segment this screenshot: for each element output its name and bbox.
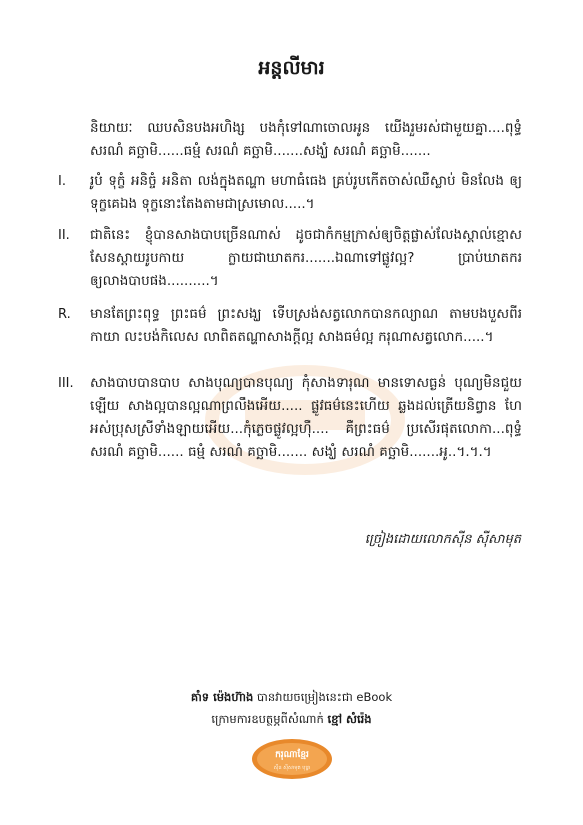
intro-paragraph: និយាយៈ ឈបសិនបងអហិង្ស បងកុំទៅណាចោលអូន យើងរួមរស់ជាមួយគ្នា....ពុទ្ធំ សរណំ គច្ឆាមិ......ធម្មំ សរណំ គច្ឆាមិ.......សង្ឃំ សរណំ គច្ឆាមិ.......: [90, 120, 522, 159]
verse-marker: III.: [58, 376, 74, 391]
verse-marker: I.: [58, 174, 66, 189]
ebook-credit: [0, 686, 583, 730]
verse-item: [58, 170, 522, 216]
logo-subtitle: ស៊ីន ស៊ីសាមុត បុប្ផា: [273, 765, 311, 771]
sponsor-name: ខ្មៅ សំរ៉េង: [327, 712, 372, 726]
verse-text: សាងបាបបានបាប សាងបុណ្យបានបុណ្យ កុំសាងទារុណ មានទោសធ្ងន់ បុណ្យមិនជួយឡើយ សាងល្អបានល្អណាព្រលឹងអើយ..... ផ្លូវធម៌នេះហើយ ឆ្លងដល់ត្រើយនិព្វាន ហែអស់ប្រុសស្រីទាំងឡាយអើយ...កុំភ្លេចផ្លូវល្អហ៊ឺ.... គឺព្រះធម៌ ប្រសើរផុតលោកា...ពុទ្ធំ សរណំ គច្ឆាមិ...... ធម្មំ សរណំ គច្ឆាមិ....... សង្ឃំ សរណំ គច្ឆាមិ.......អូ..។.។.។: [90, 375, 522, 460]
verse-item: [58, 224, 522, 293]
verse-marker: II.: [58, 228, 70, 243]
verse-text: ជាតិនេះ ខ្ញុំបានសាងបាបច្រើនណាស់ ដូចជាកំកម្មក្រាស់ឲ្យចិត្តផ្លាស់លែងស្គាល់ខ្មោស សែនស្ដាយរូបកាយ ក្លាយជាឃាតករ.......ឯណាទៅផ្លូវល្អ? ប្រាប់ឃាតករឲ្យលាងបាបផង..........។: [90, 227, 522, 289]
karuna-khmer-logo: [251, 738, 333, 780]
typist-note: បានវាយចម្រៀងនេះជា eBook: [253, 690, 393, 704]
verse-item: [58, 372, 522, 464]
page-title: អន្តលីមារ: [258, 57, 325, 79]
verse-marker: R.: [58, 307, 71, 322]
singer-credit: ច្រៀងដោយលោកស៊ីន ស៊ីសាមុត: [364, 532, 521, 547]
logo-title: ករុណាខ្មែរ: [275, 750, 309, 760]
verse-text: រូបំ ទុក្ខំ អនិច្ចំ អនិតា លង់ក្នុងតណ្ហា មហាធំធេង គ្រប់រូបកើតចាស់ឈឺស្លាប់ មិនលែង ឲ្យទុក្ខគេឯង ទុក្ខនោះតែងតាមជាស្រមោល.....។: [90, 173, 522, 212]
verse-item: [58, 303, 522, 349]
typist-name: គាំទ ម៉េងហ៊ាង: [190, 690, 254, 704]
credit-line-typist: [0, 686, 583, 708]
verse-text: មានតែព្រះពុទ្ធ ព្រះធម៌ ព្រះសង្ឃ ទើបស្រង់សត្វលោកបានកល្យាណ តាមបងបួសពីរកាយា លះបង់កិលេស លាពិតតណ្ហាសាងក្ដីល្អ សាងធម៌ល្អ ករុណាសត្វលោក.....។: [90, 306, 522, 345]
sponsor-note: ក្រោមការឧបត្ថម្ភពីសំណាក់: [211, 712, 328, 726]
credit-line-sponsor: [0, 708, 583, 730]
